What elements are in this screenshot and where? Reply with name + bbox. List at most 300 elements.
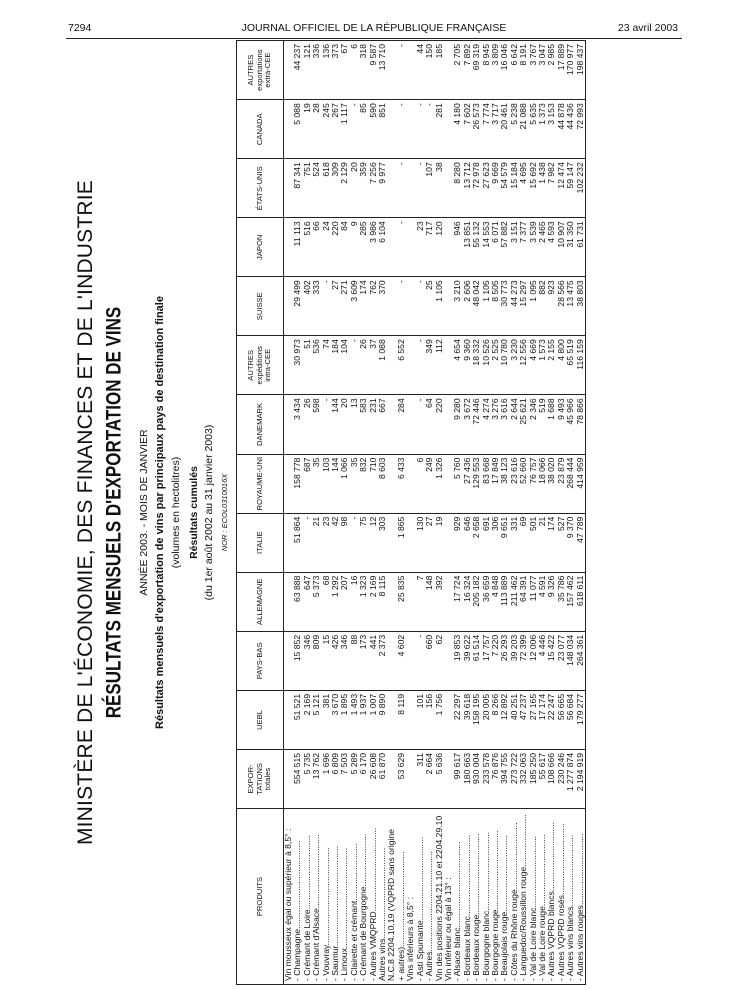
table-cell: 414 959 xyxy=(576,454,586,513)
table-cell: 8 266 xyxy=(491,690,500,749)
table-cell: 12 xyxy=(369,513,378,572)
table-cell: 56 684 xyxy=(566,690,575,749)
column-header: DANEMARK xyxy=(237,395,284,454)
table-cell: 1 105 xyxy=(435,277,444,336)
table-cell: 16 324 xyxy=(463,572,472,631)
table-cell: 17 757 xyxy=(482,631,491,690)
table-cell: 22 297 xyxy=(453,690,462,749)
table-cell: 441 xyxy=(369,631,378,690)
table-cell: 121 xyxy=(303,41,312,100)
product-label: - Côtes du Rhône rouge............................ xyxy=(510,809,519,985)
table-cell: 751 xyxy=(303,159,312,218)
column-header: EXPOR-TATIONS totales xyxy=(237,749,284,808)
table-cell: 17 724 xyxy=(453,572,462,631)
table-cell: - xyxy=(350,513,359,572)
table-cell: 285 xyxy=(359,218,368,277)
table-cell: 10 780 xyxy=(500,336,509,395)
table-cell: 1 373 xyxy=(538,100,547,159)
table-cell: 19 xyxy=(303,100,312,159)
table-cell: 83 668 xyxy=(482,454,491,513)
table-cell: 359 xyxy=(359,159,368,218)
table-cell: 426 xyxy=(331,631,340,690)
table-cell: 28 566 xyxy=(557,277,566,336)
table-cell: 710 xyxy=(369,454,378,513)
table-cell: 6 809 xyxy=(331,749,340,808)
table-cell: 15 852 xyxy=(293,631,302,690)
table-cell: 4 602 xyxy=(397,631,406,690)
table-cell: 3 434 xyxy=(293,395,302,454)
table-cell: 61 731 xyxy=(576,218,586,277)
column-header: ROYAUME-UNI xyxy=(237,454,284,513)
table-cell: 20 xyxy=(350,159,359,218)
table-cell: 762 xyxy=(369,277,378,336)
table-cell: 62 xyxy=(435,631,444,690)
table-cell: 4 593 xyxy=(547,218,556,277)
subtitle: Résultats mensuels d'exportation de vins par principaux pays de destination finale xyxy=(154,296,166,729)
table-cell: 22 247 xyxy=(547,690,556,749)
table-cell: 3 047 xyxy=(538,41,547,100)
table-cell: 7 503 xyxy=(340,749,349,808)
table-cell: 5 121 xyxy=(312,690,321,749)
column-header: UEBL xyxy=(237,690,284,749)
table-cell: 1 326 xyxy=(435,454,444,513)
table-cell: 5 735 xyxy=(303,749,312,808)
table-cell: 536 xyxy=(312,336,321,395)
table-cell: 2 664 xyxy=(425,749,434,808)
table-cell: 51 xyxy=(303,336,312,395)
table-cell: 3 670 xyxy=(331,690,340,749)
table-cell: - xyxy=(397,100,406,159)
table-cell: 75 xyxy=(359,513,368,572)
table-cell: 25 621 xyxy=(519,395,528,454)
table-cell: 9 651 xyxy=(500,513,509,572)
table-cell: 16 046 xyxy=(500,41,509,100)
table-cell: 55 132 xyxy=(472,218,481,277)
table-cell: 51 864 xyxy=(293,513,302,572)
table-cell: 1 865 xyxy=(397,513,406,572)
table-cell xyxy=(406,572,415,631)
table-cell: 55 617 xyxy=(538,749,547,808)
table-cell: 4 180 xyxy=(453,100,462,159)
table-cell: 23 879 xyxy=(557,454,566,513)
table-cell: 5 088 xyxy=(293,100,302,159)
table-cell xyxy=(387,159,396,218)
table-cell: 5 238 xyxy=(510,100,519,159)
table-cell: 18 332 xyxy=(472,336,481,395)
table-cell: 2 606 xyxy=(463,277,472,336)
table-cell: 180 663 xyxy=(463,749,472,808)
table-cell: 7 892 xyxy=(463,41,472,100)
cumulative-title: Résultats cumulés xyxy=(188,466,200,559)
table-cell: 2 169 xyxy=(303,690,312,749)
table-cell: 20 xyxy=(340,395,349,454)
column-header: PRODUITS xyxy=(237,809,284,985)
header-rule xyxy=(66,38,682,39)
table-cell: 3 153 xyxy=(547,100,556,159)
table-cell: 184 xyxy=(331,336,340,395)
table-cell: 1 066 xyxy=(340,454,349,513)
table-cell: 590 xyxy=(369,100,378,159)
table-cell: 647 xyxy=(303,572,312,631)
table-cell: 9 326 xyxy=(547,572,556,631)
table-cell: 5 760 xyxy=(453,454,462,513)
table-cell: 12 892 xyxy=(500,690,509,749)
cumulative-range: (du 1er août 2002 au 31 janvier 2003) xyxy=(203,424,215,601)
table-cell: 3 767 xyxy=(529,41,538,100)
table-cell: - xyxy=(416,395,425,454)
table-cell: 17 174 xyxy=(538,690,547,749)
product-label: - Asti Spumante................................... xyxy=(416,809,425,985)
product-label: - Bourgogne rouge................................. xyxy=(491,809,500,985)
table-cell: 38 123 xyxy=(500,454,509,513)
table-cell: 929 xyxy=(453,513,462,572)
table-cell: 3 539 xyxy=(529,218,538,277)
table-cell: 144 xyxy=(331,395,340,454)
table-cell: 30 973 xyxy=(293,336,302,395)
table-row xyxy=(397,41,406,985)
table-cell: - xyxy=(397,218,406,277)
table-cell: 691 xyxy=(482,513,491,572)
table-cell: 6 642 xyxy=(510,41,519,100)
table-cell xyxy=(406,336,415,395)
table-cell: 27 165 xyxy=(529,690,538,749)
column-header: CANADA xyxy=(237,100,284,159)
table-cell: 12 474 xyxy=(557,159,566,218)
product-label: - Alsace blanc.................................... xyxy=(453,809,462,985)
table-cell: 102 232 xyxy=(576,159,586,218)
column-header: PAYS-BAS xyxy=(237,631,284,690)
main-title: RÉSULTATS MENSUELS D'EXPORTATION DE VINS xyxy=(101,306,126,719)
table-cell: 946 xyxy=(453,218,462,277)
table-cell: 220 xyxy=(435,395,444,454)
table-cell: 69 319 xyxy=(472,41,481,100)
table-cell: 5 373 xyxy=(312,572,321,631)
product-label: - Bourgogne blanc................................. xyxy=(482,809,491,985)
table-cell: 18 066 xyxy=(538,454,547,513)
table-cell: 3 151 xyxy=(510,218,519,277)
table-cell: 519 xyxy=(538,395,547,454)
table-cell: 11 077 xyxy=(529,572,538,631)
table-cell: - xyxy=(322,277,331,336)
table-cell: - xyxy=(397,277,406,336)
table-cell xyxy=(387,218,396,277)
table-row xyxy=(435,41,444,985)
table-cell: 45 966 xyxy=(566,395,575,454)
table-cell: 1 292 xyxy=(331,572,340,631)
product-label: - Autres VQPRD blancs............................. xyxy=(547,809,556,985)
table-cell: 524 xyxy=(312,159,321,218)
table-cell: 1 438 xyxy=(538,159,547,218)
table-cell: 47 789 xyxy=(576,513,586,572)
table-cell: 346 xyxy=(303,631,312,690)
table-cell: 9 493 xyxy=(557,395,566,454)
product-label: - Val de Loire blanc.............................. xyxy=(529,809,538,985)
table-cell: 3 616 xyxy=(500,395,509,454)
table-cell: 61 870 xyxy=(378,749,387,808)
table-cell: 5 289 xyxy=(350,749,359,808)
ministry-title: MINISTÈRE DE L'ÉCONOMIE, DES FINANCES ET DE L'INDUSTRIE xyxy=(74,179,97,846)
table-cell: 8 505 xyxy=(491,277,500,336)
table-cell: 13 710 xyxy=(378,41,387,100)
table-cell: 64 xyxy=(425,395,434,454)
table-cell: - xyxy=(416,159,425,218)
table-cell: 373 xyxy=(331,41,340,100)
table-cell: 67 xyxy=(340,41,349,100)
table-cell: 8 603 xyxy=(378,454,387,513)
table-cell: 66 xyxy=(312,218,321,277)
table-cell: 13 712 xyxy=(463,159,472,218)
table-row xyxy=(312,41,321,985)
product-label: - Val de Loire rouge.............................. xyxy=(538,809,547,985)
table-cell: 211 462 xyxy=(510,572,519,631)
table-cell: 29 499 xyxy=(293,277,302,336)
table-cell: 54 579 xyxy=(500,159,509,218)
table-cell: 2 169 xyxy=(369,572,378,631)
product-label: Vin mousseux égal ou supérieur à 8,5° : xyxy=(284,809,294,985)
table-cell: 332 063 xyxy=(519,749,528,808)
table-cell: 267 xyxy=(331,100,340,159)
product-label: N.C.8 2204.10.19 (VQPRD sans origine xyxy=(387,809,396,985)
table-cell: - xyxy=(397,159,406,218)
table-cell: 9 587 xyxy=(369,41,378,100)
table-cell: 76 876 xyxy=(491,749,500,808)
table-cell: 157 462 xyxy=(566,572,575,631)
table-cell: 156 xyxy=(425,690,434,749)
table-cell: 2 373 xyxy=(378,631,387,690)
export-table xyxy=(236,40,586,985)
table-cell: 170 977 xyxy=(566,41,575,100)
column-header: ÉTATS-UNIS xyxy=(237,159,284,218)
table-cell: 832 xyxy=(359,454,368,513)
table-cell: 7 220 xyxy=(491,631,500,690)
table-cell: 17 889 xyxy=(557,41,566,100)
table-row xyxy=(416,41,425,985)
table-cell: 1 088 xyxy=(378,336,387,395)
table-cell: 7 602 xyxy=(463,100,472,159)
table-cell: 78 866 xyxy=(576,395,586,454)
table-cell: 38 803 xyxy=(576,277,586,336)
table-cell: 26 xyxy=(303,395,312,454)
table-cell: 667 xyxy=(378,395,387,454)
product-label: - Crémant de Loire............................... xyxy=(303,809,312,985)
table-cell: 4 654 xyxy=(453,336,462,395)
table-cell: 10 526 xyxy=(482,336,491,395)
table-cell: 20 461 xyxy=(500,100,509,159)
product-label: Vin inférieur ou égal à 13° : xyxy=(444,809,453,985)
table-cell: 2 155 xyxy=(547,336,556,395)
table-cell: 42 xyxy=(331,513,340,572)
table-cell: 268 444 xyxy=(566,454,575,513)
table-cell: 26 573 xyxy=(472,100,481,159)
table-cell: 26 293 xyxy=(500,631,509,690)
table-cell: 3 276 xyxy=(491,395,500,454)
table-cell: 1 277 874 xyxy=(566,749,575,808)
table-cell xyxy=(406,631,415,690)
table-cell: 9 669 xyxy=(491,159,500,218)
table-cell: 19 xyxy=(435,513,444,572)
table-cell: 68 xyxy=(322,572,331,631)
table-cell: 6 xyxy=(416,454,425,513)
table-cell: 4 848 xyxy=(491,572,500,631)
table-cell: 3 809 xyxy=(491,41,500,100)
table-cell: 198 437 xyxy=(576,41,586,100)
table-cell: 23 xyxy=(322,513,331,572)
table-cell: 129 553 xyxy=(472,454,481,513)
rotated-page-content xyxy=(70,40,682,985)
table-cell: 27 623 xyxy=(482,159,491,218)
table-cell: 144 xyxy=(331,454,340,513)
publication-date: 23 avril 2003 xyxy=(617,22,678,34)
product-label: - Autres vins blancs.............................. xyxy=(566,809,575,985)
table-cell: 4 669 xyxy=(529,336,538,395)
table-cell: 84 xyxy=(340,218,349,277)
table-cell: 349 xyxy=(425,336,434,395)
table-cell: 851 xyxy=(378,100,387,159)
product-label: - Limoux.......................................... xyxy=(340,809,349,985)
table-cell: 158 195 xyxy=(472,690,481,749)
table-cell: 64 391 xyxy=(519,572,528,631)
product-label: - Languedoc/Roussillon rouge...................... xyxy=(519,809,528,985)
table-cell xyxy=(406,159,415,218)
table-cell: 27 xyxy=(331,277,340,336)
table-cell: 65 519 xyxy=(566,336,575,395)
table-cell: 618 xyxy=(322,159,331,218)
table-cell: 173 xyxy=(359,631,368,690)
table-cell: 273 722 xyxy=(510,749,519,808)
table-row xyxy=(576,41,586,985)
table-cell: 370 xyxy=(378,277,387,336)
column-header: AUTRES exportations extra-CEE xyxy=(237,41,284,100)
table-cell: 53 629 xyxy=(397,749,406,808)
table-cell: 13 475 xyxy=(566,277,575,336)
table-cell: 44 237 xyxy=(293,41,302,100)
table-cell xyxy=(406,100,415,159)
table-cell: 233 578 xyxy=(482,749,491,808)
journal-title: JOURNAL OFFICIEL DE LA RÉPUBLIQUE FRANÇAISE xyxy=(241,22,507,34)
column-header: ITALIE xyxy=(237,513,284,572)
table-cell: 35 xyxy=(350,454,359,513)
table-cell: 882 xyxy=(538,277,547,336)
table-cell: 120 xyxy=(435,218,444,277)
table-cell: 318 xyxy=(359,41,368,100)
table-cell: 15 422 xyxy=(547,631,556,690)
table-cell: 103 xyxy=(322,454,331,513)
table-cell: 331 xyxy=(510,513,519,572)
table-cell: 25 835 xyxy=(397,572,406,631)
table-cell: 57 882 xyxy=(500,218,509,277)
table-cell: 392 xyxy=(435,572,444,631)
table-cell: 7 982 xyxy=(547,159,556,218)
table-cell: 13 xyxy=(350,395,359,454)
table-cell: 20 005 xyxy=(482,690,491,749)
table-cell: 185 250 xyxy=(529,749,538,808)
table-cell: 6 104 xyxy=(378,218,387,277)
table-cell: 1 095 xyxy=(529,277,538,336)
table-cell: 205 182 xyxy=(472,572,481,631)
table-cell: 9 890 xyxy=(378,690,387,749)
table-cell: 9 xyxy=(350,218,359,277)
table-cell: 21 088 xyxy=(519,100,528,159)
table-cell: 26 608 xyxy=(369,749,378,808)
table-cell: 646 xyxy=(463,513,472,572)
table-cell: 598 xyxy=(312,395,321,454)
table-cell: 2 644 xyxy=(510,395,519,454)
table-cell: 394 755 xyxy=(500,749,509,808)
product-label: - Autres.......................................... xyxy=(425,809,434,985)
table-cell: 148 034 xyxy=(566,631,575,690)
column-header: AUTRES expéditions intra-CEE xyxy=(237,336,284,395)
table-cell: 231 xyxy=(369,395,378,454)
table-cell xyxy=(406,277,415,336)
table-cell: 8 191 xyxy=(519,41,528,100)
table-cell: 10 907 xyxy=(557,218,566,277)
table-cell: 9 280 xyxy=(453,395,462,454)
table-cell: 8 945 xyxy=(482,41,491,100)
table-cell xyxy=(387,277,396,336)
table-cell: - xyxy=(416,100,425,159)
table-cell: 44 878 xyxy=(557,100,566,159)
table-cell: 113 889 xyxy=(500,572,509,631)
table-cell: 1 756 xyxy=(435,690,444,749)
table-cell: 3 609 xyxy=(350,277,359,336)
table-cell: 26 xyxy=(359,336,368,395)
table-cell: 230 246 xyxy=(557,749,566,808)
table-cell: 516 xyxy=(303,218,312,277)
table-cell: 333 xyxy=(312,277,321,336)
table-cell: - xyxy=(416,277,425,336)
table-row xyxy=(322,41,331,985)
table-cell: 179 277 xyxy=(576,690,586,749)
table-cell: 271 xyxy=(340,277,349,336)
table-cell: 158 778 xyxy=(293,454,302,513)
product-label: - Champagne..................................... xyxy=(293,809,302,985)
table-cell: 16 xyxy=(350,572,359,631)
table-cell: 284 xyxy=(397,395,406,454)
table-cell: 28 xyxy=(312,100,321,159)
page-number: 7294 xyxy=(68,22,92,34)
table-cell: 3 672 xyxy=(463,395,472,454)
product-label: - Crémant d'Alsace............................... xyxy=(312,809,321,985)
table-cell: 6 552 xyxy=(397,336,406,395)
table-cell: 6 xyxy=(350,41,359,100)
table-cell: 9 360 xyxy=(463,336,472,395)
table-cell: 8 119 xyxy=(397,690,406,749)
table-cell: 245 xyxy=(322,100,331,159)
table-cell: 25 xyxy=(425,277,434,336)
table-cell: 1 007 xyxy=(369,690,378,749)
product-label: Autres vins...................................... xyxy=(378,809,387,985)
table-row xyxy=(387,41,396,985)
table-cell: 72 993 xyxy=(576,100,586,159)
table-cell: 13 762 xyxy=(312,749,321,808)
table-cell: 6 433 xyxy=(397,454,406,513)
table-cell: 56 665 xyxy=(557,690,566,749)
table-cell: 59 147 xyxy=(566,159,575,218)
table-cell: 2 129 xyxy=(340,159,349,218)
table-cell: 21 xyxy=(538,513,547,572)
column-header: SUISSE xyxy=(237,277,284,336)
table-cell: 4 695 xyxy=(519,159,528,218)
table-cell: 23 077 xyxy=(557,631,566,690)
table-cell: 687 xyxy=(303,454,312,513)
table-cell: 116 159 xyxy=(576,336,586,395)
table-cell xyxy=(406,454,415,513)
table-cell: - xyxy=(397,41,406,100)
table-cell: 249 xyxy=(425,454,434,513)
table-cell xyxy=(387,100,396,159)
table-cell: 101 xyxy=(416,690,425,749)
table-cell: 72 978 xyxy=(472,159,481,218)
